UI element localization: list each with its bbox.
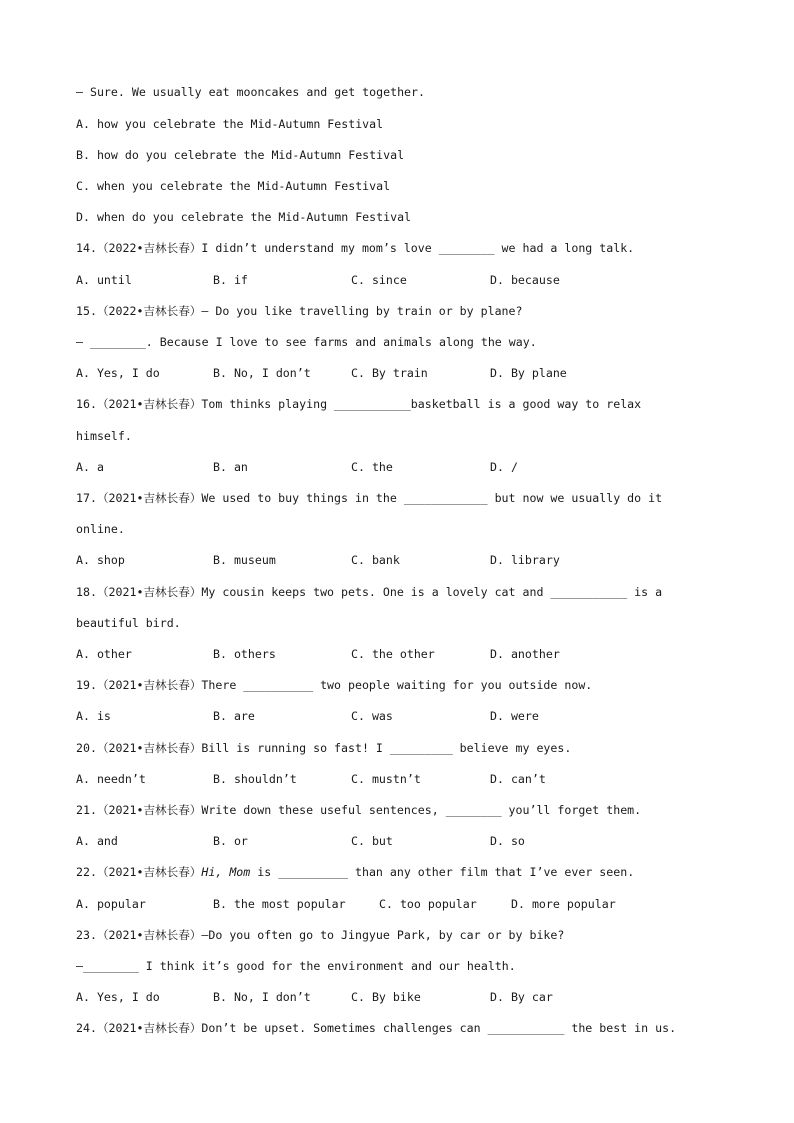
q19-options — [76, 709, 716, 723]
q15-stem-line2: — ________. Because I love to see farms and animals along the way. — [76, 335, 537, 349]
option-d: D. can’t — [490, 772, 546, 786]
option-d: D. By car — [490, 990, 553, 1004]
option-b: B. the most popular — [213, 897, 346, 911]
option-b: B. if — [213, 273, 248, 287]
q16-options — [76, 460, 716, 474]
q16-stem-line2: himself. — [76, 429, 132, 443]
option-c: C. bank — [351, 553, 400, 567]
option-d: D. more popular — [511, 897, 616, 911]
q21-stem: 21.（2021•吉林长春）Write down these useful sentences, ________ you’ll forget them. — [76, 803, 642, 817]
option-c: C. the other — [351, 647, 435, 661]
option-b: B. No, I don’t — [213, 366, 311, 380]
option-c: C. By bike — [351, 990, 421, 1004]
q15-options — [76, 366, 716, 380]
q23-stem: 23.（2021•吉林长春）—Do you often go to Jingyue Park, by car or by bike? — [76, 928, 565, 942]
q20-stem: 20.（2021•吉林长春）Bill is running so fast! I _________ believe my eyes. — [76, 741, 572, 755]
q13-option-a: A. how you celebrate the Mid-Autumn Festival — [76, 117, 384, 131]
q14-options — [76, 273, 716, 287]
option-b: B. shouldn’t — [213, 772, 297, 786]
q14-stem: 14.（2022•吉林长春）I didn’t understand my mom’s love ________ we had a long talk. — [76, 241, 635, 255]
option-a: A. shop — [76, 553, 125, 567]
option-d: D. By plane — [490, 366, 567, 380]
option-a: A. is — [76, 709, 111, 723]
q18-options — [76, 647, 716, 661]
option-b: B. are — [213, 709, 255, 723]
q20-options — [76, 772, 716, 786]
q17-stem: 17.（2021•吉林长春）We used to buy things in the ____________ but now we usually do it — [76, 491, 663, 505]
q24-stem: 24.（2021•吉林长春）Don’t be upset. Sometimes challenges can ___________ the best in us. — [76, 1021, 677, 1035]
q22-suffix: is __________ than any other film that I’ve ever seen. — [250, 865, 635, 879]
option-a: A. a — [76, 460, 104, 474]
option-a: A. and — [76, 834, 118, 848]
option-d: D. / — [490, 460, 518, 474]
q13-option-b: B. how do you celebrate the Mid-Autumn Festival — [76, 148, 405, 162]
option-d: D. were — [490, 709, 539, 723]
option-d: D. because — [490, 273, 560, 287]
option-a: A. Yes, I do — [76, 990, 160, 1004]
option-b: B. museum — [213, 553, 276, 567]
option-c: C. was — [351, 709, 393, 723]
option-a: A. Yes, I do — [76, 366, 160, 380]
q21-options — [76, 834, 716, 848]
option-a: A. other — [76, 647, 132, 661]
option-b: B. No, I don’t — [213, 990, 311, 1004]
q19-stem: 19.（2021•吉林长春）There __________ two people waiting for you outside now. — [76, 678, 593, 692]
q18-stem-line2: beautiful bird. — [76, 616, 181, 630]
option-a: A. until — [76, 273, 132, 287]
q13-option-d: D. when do you celebrate the Mid-Autumn Festival — [76, 210, 412, 224]
q13-option-c: C. when you celebrate the Mid-Autumn Festival — [76, 179, 391, 193]
q22-stem — [76, 865, 634, 879]
q16-stem: 16.（2021•吉林长春）Tom thinks playing ___________basketball is a good way to relax — [76, 397, 642, 411]
q17-options — [76, 553, 716, 567]
q15-stem: 15.（2022•吉林长春）— Do you like travelling by train or by plane? — [76, 304, 523, 318]
option-a: A. needn’t — [76, 772, 146, 786]
option-c: C. the — [351, 460, 393, 474]
q23-stem-line2: —________ I think it’s good for the environment and our health. — [76, 959, 516, 973]
q23-options — [76, 990, 716, 1004]
q22-prefix: 22.（2021•吉林长春） — [76, 865, 202, 879]
option-c: C. mustn’t — [351, 772, 421, 786]
option-d: D. library — [490, 553, 560, 567]
q17-stem-line2: online. — [76, 522, 125, 536]
option-b: B. an — [213, 460, 248, 474]
q22-options — [76, 897, 716, 911]
option-b: B. others — [213, 647, 276, 661]
option-a: A. popular — [76, 897, 146, 911]
option-c: C. too popular — [379, 897, 477, 911]
option-d: D. so — [490, 834, 525, 848]
option-c: C. By train — [351, 366, 428, 380]
option-c: C. since — [351, 273, 407, 287]
option-b: B. or — [213, 834, 248, 848]
q13-answer-line: — Sure. We usually eat mooncakes and get together. — [76, 85, 426, 99]
q18-stem: 18.（2021•吉林长春）My cousin keeps two pets. One is a lovely cat and ___________ is a — [76, 585, 663, 599]
option-d: D. another — [490, 647, 560, 661]
q22-film-title: Hi, Mom — [201, 865, 251, 879]
option-c: C. but — [351, 834, 393, 848]
